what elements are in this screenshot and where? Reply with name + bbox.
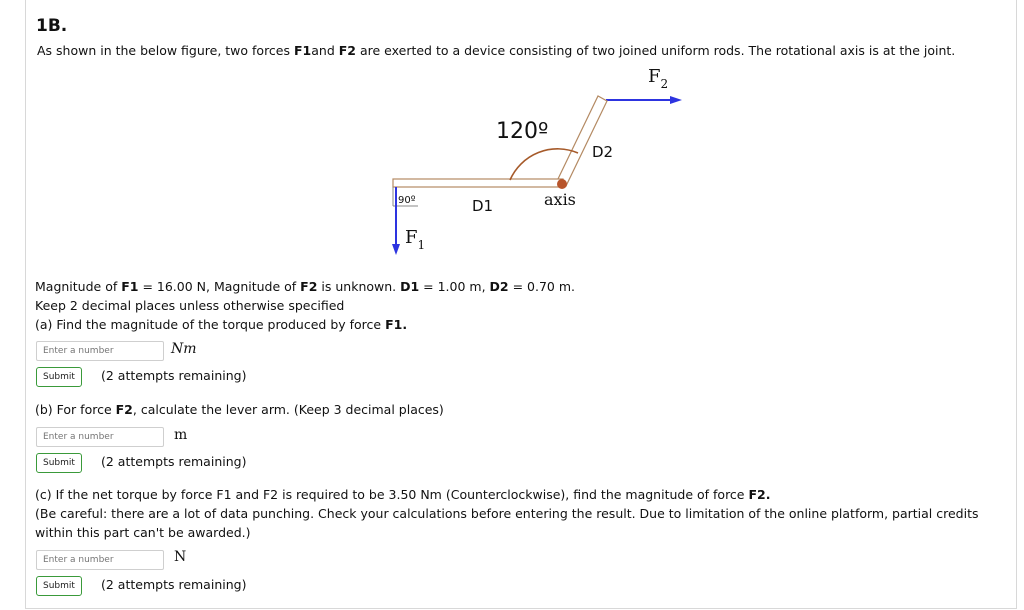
part-b-question-bold: F2 [115,402,133,417]
given-line [35,279,575,294]
question-title: 1B. [36,16,68,36]
axis-label: axis [544,190,576,209]
part-c-question [35,487,770,502]
part-c-answer-input[interactable] [36,550,164,570]
part-b-question-post: , calculate the lever arm. (Keep 3 decimal places) [132,402,444,417]
f1-label [405,227,425,252]
part-c-warning-line2: within this part can't be awarded.) [35,525,251,540]
part-b-answer-input[interactable] [36,427,164,447]
part-b-attempts: (2 attempts remaining) [101,454,247,469]
rod-diagram [0,0,1024,270]
part-a-unit: Nm [171,341,197,357]
intro-mid: and [311,43,339,58]
part-b-question-text: (b) For force [35,402,116,417]
intro-pre: As shown in the below figure, two forces [37,43,294,58]
joint-axis-point [557,179,567,189]
given-d1: D1 [400,279,420,294]
rod-d1 [393,179,563,187]
intro-post: are exerted to a device consisting of two joined uniform rods. The rotational axis is at the joint. [355,43,956,58]
f1-arrow-head [392,244,400,255]
given-f2: F2 [300,279,318,294]
part-c-question-bold: F2. [748,487,771,502]
given-text-3: is unknown. [317,279,401,294]
intro-f1: F1 [293,43,312,58]
f2-arrow-head [670,96,682,104]
part-a-question-text: (a) Find the magnitude of the torque produced by force [35,317,386,332]
given-text-4: = 1.00 m, [419,279,490,294]
f2-letter: F [648,66,661,87]
rod-d2 [557,96,607,186]
given-text-1: Magnitude of [35,279,122,294]
part-b-submit-button[interactable]: Submit [36,453,82,473]
given-text-5: = 0.70 m. [508,279,576,294]
given-f1: F1 [121,279,139,294]
d2-label: D2 [592,143,614,161]
f2-subscript: 2 [660,77,669,91]
part-a-answer-input[interactable] [36,341,164,361]
part-c-unit: N [174,549,187,565]
d1-label: D1 [472,197,494,215]
part-a-submit-button[interactable]: Submit [36,367,82,387]
f1-letter: F [405,227,418,248]
part-c-question-text: (c) If the net torque by force F1 and F2 is required to be 3.50 Nm (Counterclockwise), find the magnitude of force [35,487,749,502]
part-b-unit: m [174,427,188,443]
angle-120-label: 120º [496,119,549,144]
f2-label [648,66,668,91]
part-c-attempts: (2 attempts remaining) [101,577,247,592]
part-c-submit-button[interactable]: Submit [36,576,82,596]
part-a-question-bold: F1. [385,317,408,332]
part-a-attempts: (2 attempts remaining) [101,368,247,383]
f1-subscript: 1 [417,238,426,252]
part-a-question [35,317,407,332]
given-d2: D2 [489,279,509,294]
angle-90-label: 90º [398,195,416,206]
instructions-text: Keep 2 decimal places unless otherwise specified [35,298,345,313]
part-b-question [35,402,444,417]
intro-f2: F2 [338,43,356,58]
part-c-warning-line1: (Be careful: there are a lot of data punching. Check your calculations before entering the result. Due to limitation of the online platform, partial credits [35,506,979,521]
given-text-2: = 16.00 N, Magnitude of [138,279,301,294]
